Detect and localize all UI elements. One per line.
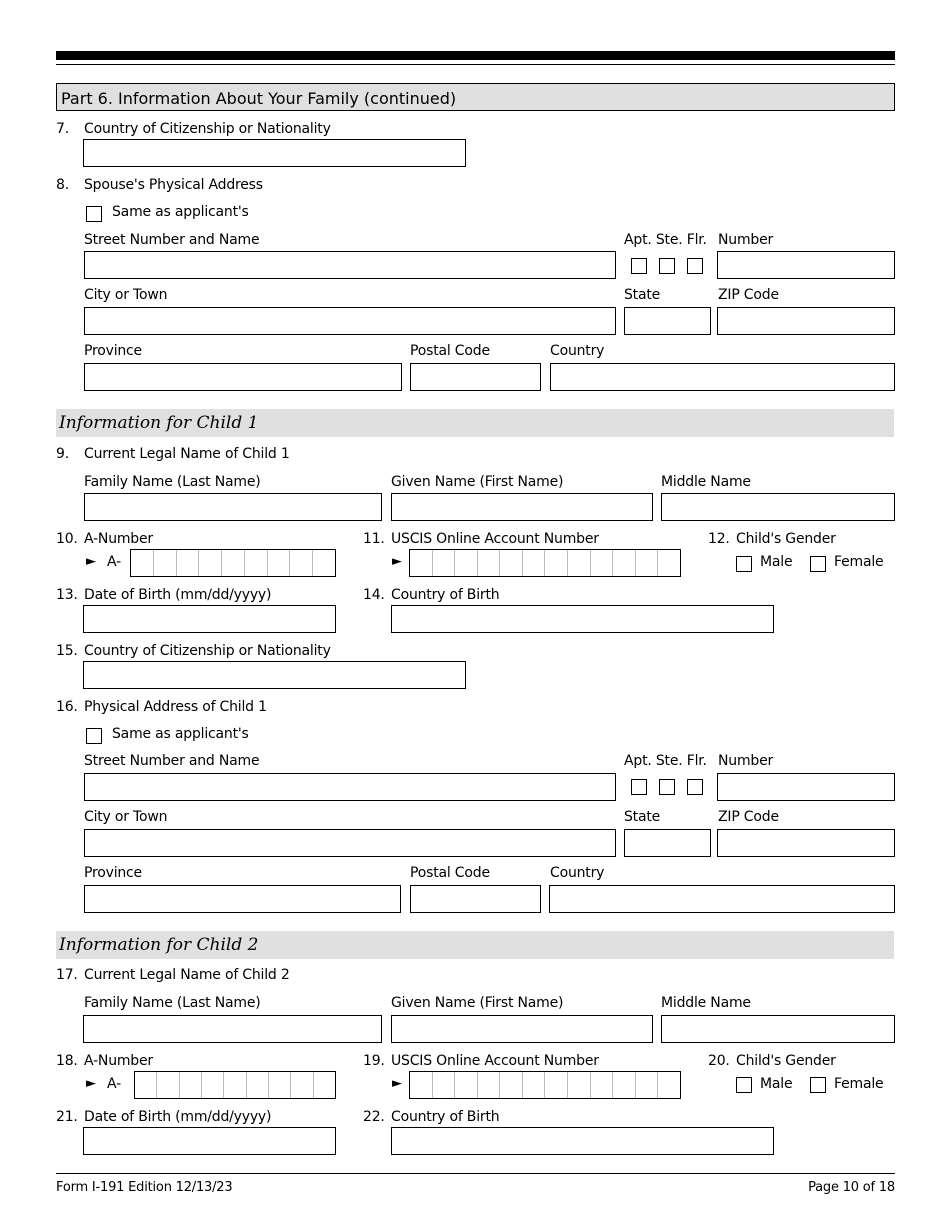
q18-label: A-Number <box>84 1053 153 1069</box>
child2-middle-name-label: Middle Name <box>661 995 751 1011</box>
q8-number: 8. <box>56 177 69 193</box>
child1-dob-input[interactable] <box>83 605 336 633</box>
child1-city-label: City or Town <box>84 809 168 825</box>
child1-given-name-label: Given Name (First Name) <box>391 474 564 490</box>
child1-zip-label: ZIP Code <box>718 809 779 825</box>
q14-number: 14. <box>363 587 385 603</box>
spouse-province-label: Province <box>84 343 142 359</box>
q17-number: 17. <box>56 967 78 983</box>
spouse-postal-input[interactable] <box>410 363 541 391</box>
q16-number: 16. <box>56 699 78 715</box>
child1-family-name-input[interactable] <box>84 493 382 521</box>
child1-male-label: Male <box>760 554 793 570</box>
part-header <box>56 83 895 111</box>
spouse-apt-label: Apt. Ste. Flr. <box>624 232 707 248</box>
child1-middle-name-label: Middle Name <box>661 474 751 490</box>
child1-apt-label: Apt. Ste. Flr. <box>624 753 707 769</box>
spouse-street-label: Street Number and Name <box>84 232 260 248</box>
child1-given-name-input[interactable] <box>391 493 653 521</box>
q15-number: 15. <box>56 643 78 659</box>
child1-citizenship-input[interactable] <box>83 661 466 689</box>
q10-number: 10. <box>56 531 78 547</box>
q14-label: Country of Birth <box>391 587 500 603</box>
spouse-citizenship-input[interactable] <box>83 139 466 167</box>
q13-label: Date of Birth (mm/dd/yyyy) <box>84 587 272 603</box>
child2-uscis-account-input[interactable] <box>409 1071 681 1099</box>
q22-number: 22. <box>363 1109 385 1125</box>
q18-number: 18. <box>56 1053 78 1069</box>
spouse-number-label: Number <box>718 232 774 248</box>
spouse-zip-input[interactable] <box>717 307 895 335</box>
spouse-apt-checkbox[interactable] <box>631 258 647 274</box>
child1-flr-checkbox[interactable] <box>687 779 703 795</box>
q12-number: 12. <box>708 531 730 547</box>
q17-label: Current Legal Name of Child 2 <box>84 967 290 983</box>
child2-given-name-input[interactable] <box>391 1015 653 1043</box>
child1-street-label: Street Number and Name <box>84 753 260 769</box>
child2-a-number-arrow-icon: ► <box>86 1076 96 1091</box>
q20-number: 20. <box>708 1053 730 1069</box>
child1-middle-name-input[interactable] <box>661 493 895 521</box>
child2-middle-name-input[interactable] <box>661 1015 895 1043</box>
spouse-same-address-label: Same as applicant's <box>112 204 249 220</box>
q11-label: USCIS Online Account Number <box>391 531 599 547</box>
child2-male-checkbox[interactable] <box>736 1077 752 1093</box>
footer-rule <box>56 1173 895 1174</box>
child2-a-number-input[interactable] <box>134 1071 336 1099</box>
child1-same-address-label: Same as applicant's <box>112 726 249 742</box>
q11-number: 11. <box>363 531 385 547</box>
child2-dob-input[interactable] <box>83 1127 336 1155</box>
child2-male-label: Male <box>760 1076 793 1092</box>
q19-number: 19. <box>363 1053 385 1069</box>
spouse-ste-checkbox[interactable] <box>659 258 675 274</box>
child1-province-label: Province <box>84 865 142 881</box>
q16-label: Physical Address of Child 1 <box>84 699 267 715</box>
child1-country-input[interactable] <box>549 885 895 913</box>
child1-uscis-account-input[interactable] <box>409 549 681 577</box>
child1-a-prefix: A- <box>107 554 121 570</box>
q9-number: 9. <box>56 446 69 462</box>
child1-zip-input[interactable] <box>717 829 895 857</box>
child1-family-name-label: Family Name (Last Name) <box>84 474 261 490</box>
q9-label: Current Legal Name of Child 1 <box>84 446 290 462</box>
q22-label: Country of Birth <box>391 1109 500 1125</box>
q7-label: Country of Citizenship or Nationality <box>84 121 331 137</box>
child1-apt-checkbox[interactable] <box>631 779 647 795</box>
q21-number: 21. <box>56 1109 78 1125</box>
spouse-country-label: Country <box>550 343 605 359</box>
spouse-country-input[interactable] <box>550 363 895 391</box>
child2-section-title: Information for Child 2 <box>59 935 259 955</box>
child1-uscis-arrow-icon: ► <box>392 554 402 569</box>
child1-a-number-arrow-icon: ► <box>86 554 96 569</box>
child1-country-of-birth-input[interactable] <box>391 605 774 633</box>
child1-male-checkbox[interactable] <box>736 556 752 572</box>
child1-country-label: Country <box>550 865 605 881</box>
q20-label: Child's Gender <box>736 1053 836 1069</box>
child1-section-title: Information for Child 1 <box>59 413 259 433</box>
child1-ste-checkbox[interactable] <box>659 779 675 795</box>
spouse-zip-label: ZIP Code <box>718 287 779 303</box>
part-header-text: Part 6. Information About Your Family (continued) <box>61 89 457 108</box>
child1-a-number-input[interactable] <box>130 549 336 577</box>
child1-city-input[interactable] <box>84 829 616 857</box>
child1-postal-input[interactable] <box>410 885 541 913</box>
child1-state-label: State <box>624 809 661 825</box>
spouse-same-address-checkbox[interactable] <box>86 206 102 222</box>
spouse-postal-label: Postal Code <box>410 343 490 359</box>
q8-label: Spouse's Physical Address <box>84 177 263 193</box>
spouse-state-input[interactable] <box>624 307 711 335</box>
footer-form-edition: Form I-191 Edition 12/13/23 <box>56 1180 233 1195</box>
top-thick-rule <box>56 51 895 60</box>
child1-female-label: Female <box>834 554 884 570</box>
child1-section-header <box>56 409 894 437</box>
q10-label: A-Number <box>84 531 153 547</box>
spouse-city-label: City or Town <box>84 287 168 303</box>
top-thin-rule <box>56 64 895 65</box>
child1-female-checkbox[interactable] <box>810 556 826 572</box>
spouse-city-input[interactable] <box>84 307 616 335</box>
q12-label: Child's Gender <box>736 531 836 547</box>
spouse-flr-checkbox[interactable] <box>687 258 703 274</box>
child2-section-header <box>56 931 894 959</box>
q19-label: USCIS Online Account Number <box>391 1053 599 1069</box>
child1-province-input[interactable] <box>84 885 401 913</box>
child1-same-address-checkbox[interactable] <box>86 728 102 744</box>
spouse-number-input[interactable] <box>717 251 895 279</box>
child2-female-label: Female <box>834 1076 884 1092</box>
child2-female-checkbox[interactable] <box>810 1077 826 1093</box>
child2-uscis-arrow-icon: ► <box>392 1076 402 1091</box>
spouse-province-input[interactable] <box>84 363 402 391</box>
child2-given-name-label: Given Name (First Name) <box>391 995 564 1011</box>
child1-street-input[interactable] <box>84 773 616 801</box>
child2-family-name-input[interactable] <box>83 1015 382 1043</box>
spouse-street-input[interactable] <box>84 251 616 279</box>
spouse-state-label: State <box>624 287 661 303</box>
child2-family-name-label: Family Name (Last Name) <box>84 995 261 1011</box>
child1-number-input[interactable] <box>717 773 895 801</box>
q7-number: 7. <box>56 121 69 137</box>
q15-label: Country of Citizenship or Nationality <box>84 643 331 659</box>
child1-state-input[interactable] <box>624 829 711 857</box>
child1-number-label: Number <box>718 753 774 769</box>
q21-label: Date of Birth (mm/dd/yyyy) <box>84 1109 272 1125</box>
child2-a-prefix: A- <box>107 1076 121 1092</box>
child1-postal-label: Postal Code <box>410 865 490 881</box>
child2-country-of-birth-input[interactable] <box>391 1127 774 1155</box>
q13-number: 13. <box>56 587 78 603</box>
footer-page-number: Page 10 of 18 <box>808 1180 895 1195</box>
